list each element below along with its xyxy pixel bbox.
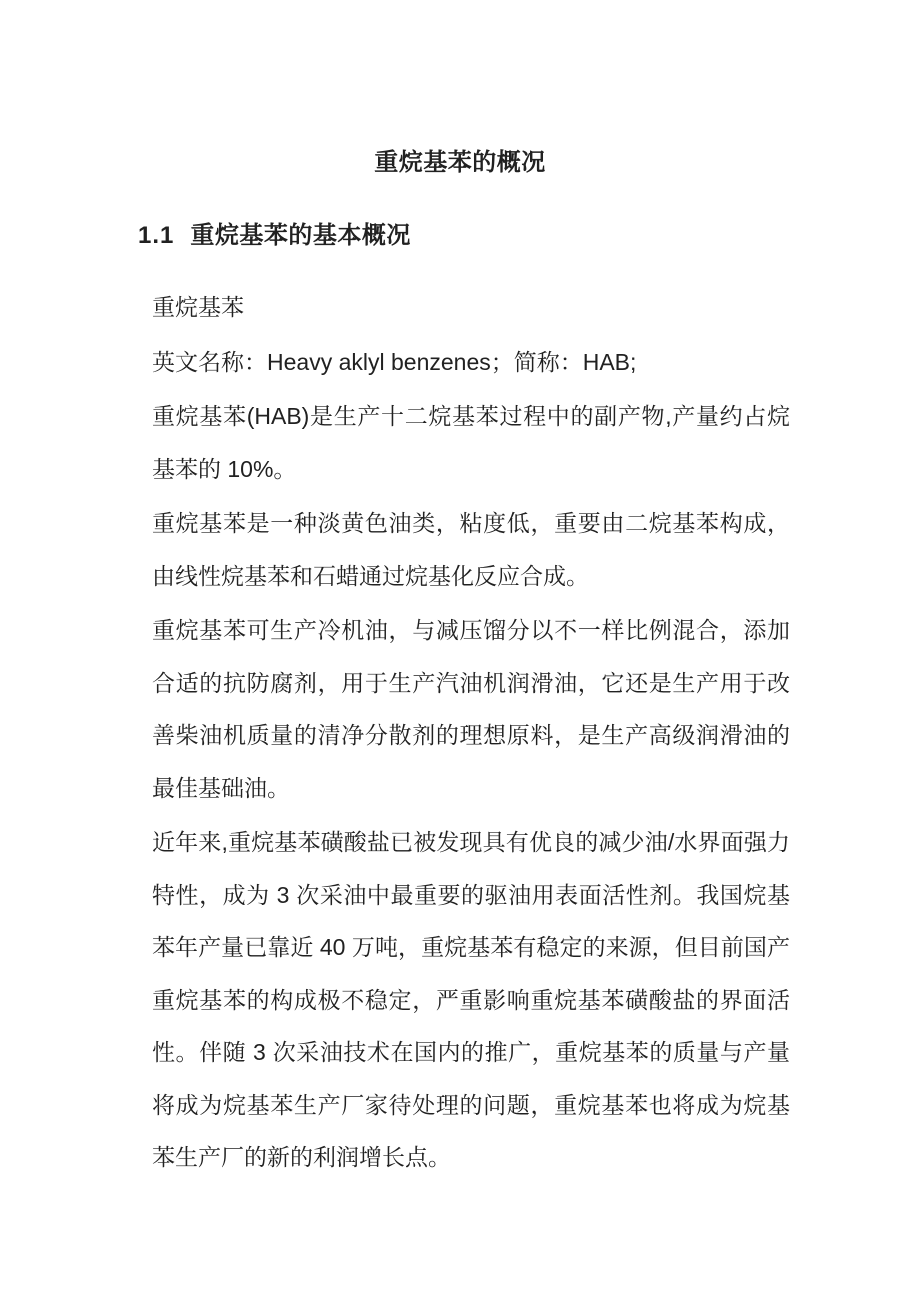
paragraph: 重烷基苯是一种淡黄色油类，粘度低，重要由二烷基苯构成，由线性烷基苯和石蜡通过烷基化反应合成。 [152, 510, 790, 589]
paragraph: 重烷基苯 [152, 294, 244, 320]
paragraph: 重烷基苯可生产冷机油，与减压馏分以不一样比例混合，添加合适的抗防腐剂，用于生产汽油机润滑油，它还是生产用于改善柴油机质量的清净分散剂的理想原料，是生产高级润滑油的最佳基础油。 [152, 617, 790, 801]
section-heading-text: 重烷基苯的基本概况 [190, 222, 411, 249]
paragraph: 英文名称：Heavy aklyl benzenes；简称：HAB; [152, 348, 637, 375]
paragraph: 近年来,重烷基苯磺酸盐已被发现具有优良的减少油/水界面强力特性，成为 3 次采油中最重要的驱油用表面活性剂。我国烷基苯年产量已靠近 40 万吨，重烷基苯有稳定的来源，但目前国产重烷基苯的构成极不稳定，严重影响重烷基苯磺酸盐的界面活性。伴随 3 次采油技术在国内的推广，重烷基苯的质量与产量将成为烷基苯生产厂家待处理的问题，重烷基苯也将成为烷基苯生产厂的新的利润增长点。 [152, 829, 790, 1170]
document-title: 重烷基苯的概况 [374, 149, 546, 176]
paragraph: 重烷基苯(HAB)是生产十二烷基苯过程中的副产物,产量约占烷基苯的 10%。 [152, 403, 790, 482]
section-number: 1.1 [138, 222, 175, 249]
section-heading [138, 219, 411, 253]
document-body [152, 281, 790, 1186]
